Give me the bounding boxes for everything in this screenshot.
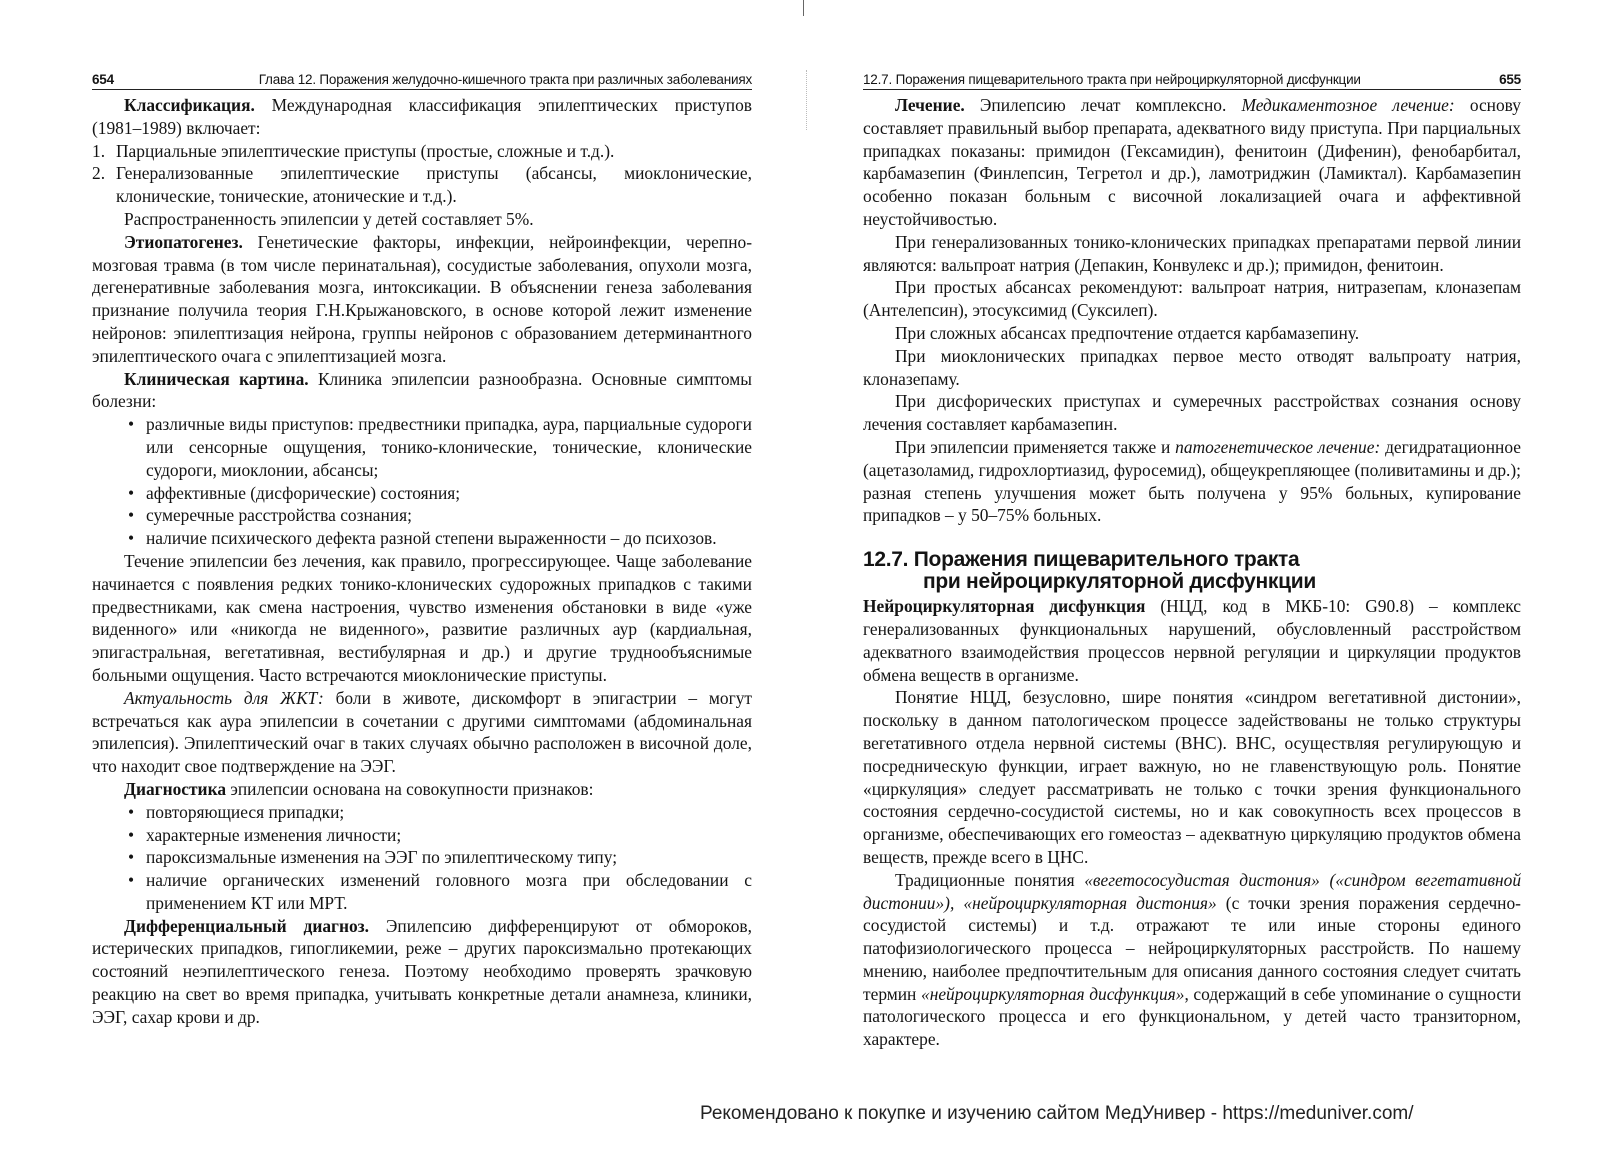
list-item-number: 2. xyxy=(92,163,106,184)
ncd-heading: Нейроциркуляторная дисфункция xyxy=(863,596,1146,617)
simple-absence-paragraph: При простых абсансах рекомендуют: вальпроат натрия, нитразепам, клоназепам (Антелепсин), этосуксимид (Суксилеп). xyxy=(863,277,1521,321)
list-item xyxy=(92,162,752,208)
traditional-italic: «вегетососудистая дистония» («синдром вегетативной дистонии»), «нейроциркуляторная дистония» xyxy=(863,869,1522,913)
traditional-text: Традиционные понятия xyxy=(895,869,1085,890)
traditional-italic: «нейроциркуляторная дисфункция» xyxy=(921,983,1185,1004)
diagnostics-list xyxy=(92,801,752,915)
section-heading xyxy=(863,549,1521,593)
list-item: • наличие органических изменений головного мозга при обследовании с применением КТ или МРТ. xyxy=(92,869,752,915)
classification-text: Международная классификация эпилептических приступов (1981–1989) включает: xyxy=(92,95,752,138)
treatment-italic: Медикаментозное лечение: xyxy=(1241,95,1455,115)
pathogenetic-text: дегидратационное (ацетазоламид, гидрохлортиазид, фуросемид), общеукрепляющее (поливитамины и др.); разная степень улучшения может быть получена у 95% больных, купирование припадков – у 50–75% больных. xyxy=(863,436,1521,526)
left-page xyxy=(92,72,752,1029)
traditional-text: , содержащий в себе упоминание о сущности патологического процесса и его функциональном, у детей часто транзиторном, характере. xyxy=(863,983,1522,1050)
clinical-text: Клиника эпилепсии разнообразна. Основные симптомы болезни: xyxy=(92,368,752,412)
list-item: • сумеречные расстройства сознания; xyxy=(92,504,752,527)
symptoms-list xyxy=(92,413,752,550)
classification-heading: Классификация. xyxy=(124,95,255,115)
clinical-paragraph xyxy=(92,368,752,414)
footer-recommendation: Рекомендовано к покупке и изучению сайтом МедУнивер - https://meduniver.com/ xyxy=(700,1103,1414,1124)
list-item: • пароксизмальные изменения на ЭЭГ по эпилептическому типу; xyxy=(92,846,752,869)
list-item: • повторяющиеся припадки; xyxy=(92,801,752,824)
differential-heading: Дифференциальный диагноз. xyxy=(124,915,370,936)
right-page xyxy=(863,72,1521,1051)
concept-paragraph: Понятие НЦД, безусловно, шире понятия «синдром вегетативной дистонии», поскольку в данном патологическом процессе задействованы не только структуры вегетативного отдела нервной системы (ВНС). ВНС, осуществляя регулирующую и посредническую функции, играет важную, но не главенствующую роль. Понятие «циркуляция» следует рассматривать не только с точки зрения функционального состояния сердечно-сосудистой системы, но и как совокупность всех процессов в организме, обеспечивающих его гомеостаз – адекватную циркуляцию продуктов обмена веществ, прежде всего в ЦНС. xyxy=(863,687,1521,867)
ncd-text: (НЦД, код в МКБ-10: G90.8) – комплекс генерализованных функциональных нарушений, обусловленный расстройством адекватного взаимодействия процессов нервной регуляции и циркуляции продуктов обмена веществ в организме. xyxy=(863,596,1521,685)
pathogenetic-text: При эпилепсии применяется также и xyxy=(895,436,1176,457)
course-paragraph: Течение эпилепсии без лечения, как правило, прогрессирующее. Чаще заболевание начинается с появления редких тонико-клонических судорожных припадков с такими предвестниками, как смена настроения, чувство изменения обстановки в виде «уже виденного» или «никогда не виденного», развитие различных аур (кардиальная, эпигастральная, вегетативная, вестибулярная и др.) и другие труднообъяснимые больными ощущения. Часто встречаются миоклонические приступы. xyxy=(92,550,752,685)
right-running-title: 12.7. Поражения пищеварительного тракта при нейроциркуляторной дисфункции xyxy=(863,72,1361,87)
relevance-heading: Актуальность для ЖКТ: xyxy=(124,687,324,708)
dysphoric-paragraph: При дисфорических приступах и сумеречных расстройствах сознания основу лечения составляет карбамазепин. xyxy=(863,391,1521,435)
complex-absence-paragraph: При сложных абсансах предпочтение отдается карбамазепину. xyxy=(895,322,1360,343)
diagnostics-heading: Диагностика xyxy=(124,778,227,799)
treatment-text: основу составляет правильный выбор препарата, адекватного виду приступа. При парциальных припадках показаны: примидон (Гексамидин), фенитоин (Дифенин), фенобарбитал, карбамазепин (Финлепсин, Тегретол и др.), ламотриджин (Ламиктал). Карбамазепин особенно показан больным с височной локализацией очага и аффективной неустойчивостью. xyxy=(863,95,1521,229)
relevance-paragraph xyxy=(92,687,752,778)
ncd-paragraph xyxy=(863,595,1521,686)
right-page-number: 655 xyxy=(1499,72,1521,87)
etiopathogenesis-heading: Этиопатогенез. xyxy=(124,231,243,252)
traditional-text: (с точки зрения поражения сердечно-сосудистой системы) и т.д. отражают те или иные стороны единого патофизиологического процесса – нейроциркуляторных расстройств. По нашему мнению, наиболее предпочтительным для описания данного состояния следует считать термин xyxy=(863,892,1521,1004)
generalized-paragraph: При генерализованных тонико-клонических припадках препаратами первой линии являются: вальпроат натрия (Депакин, Конвулекс и др.); примидон, фенитоин. xyxy=(863,231,1521,275)
relevance-text: боли в животе, дискомфорт в эпигастрии – могут встречаться как аура эпилепсии в сочетании с другими симптомами (абдоминальная эпилепсия). Эпилептический очаг в таких случаях обычно расположен в височной доле, что находит свое подтверждение на ЭЭГ. xyxy=(92,687,752,777)
clinical-heading: Клиническая картина. xyxy=(124,368,309,389)
gutter-dots xyxy=(806,70,807,130)
classification-list xyxy=(92,140,752,208)
pathogenetic-italic: патогенетическое лечение: xyxy=(1175,436,1381,457)
section-heading-line: при нейроциркуляторной дисфункции xyxy=(923,570,1316,594)
left-page-number: 654 xyxy=(92,72,114,87)
left-running-title: Глава 12. Поражения желудочно-кишечного тракта при различных заболеваниях xyxy=(258,72,752,87)
list-item-number: 1. xyxy=(92,140,106,161)
right-body-text xyxy=(863,94,1521,1051)
diagnostics-paragraph xyxy=(92,778,752,801)
right-running-head xyxy=(863,72,1521,90)
differential-text: Эпилепсию дифференцируют от обмороков, истерических припадков, гипогликемии, реже – других пароксизмально протекающих состояний неэпилептического генеза. Поэтому необходимо проверять зрачковую реакцию на свет во время припадка, учитывать конкретные детали анамнеза, клиники, ЭЭГ, сахар крови и др. xyxy=(92,915,752,1027)
etiopathogenesis-paragraph xyxy=(92,231,752,368)
list-item: • различные виды приступов: предвестники припадка, аура, парциальные судороги или сенсорные ощущения, тонико-клонические, тонические, клонические судороги, миоклонии, абсансы; xyxy=(92,413,752,481)
treatment-paragraph xyxy=(863,94,1521,231)
left-body-text xyxy=(92,94,752,1029)
list-item-text: Парциальные эпилептические приступы (простые, сложные и т.д.). xyxy=(116,140,615,161)
list-item: • наличие психического дефекта разной степени выраженности – до психозов. xyxy=(92,527,752,550)
diagnostics-text: эпилепсии основана на совокупности признаков: xyxy=(226,778,594,799)
treatment-text: Эпилепсию лечат комплексно. xyxy=(964,95,1242,115)
list-item-text: Генерализованные эпилептические приступы (абсансы, миоклонические, клонические, тонические, атонические и т.д.). xyxy=(116,163,752,207)
prevalence-paragraph: Распространенность эпилепсии у детей составляет 5%. xyxy=(124,208,534,229)
left-running-head xyxy=(92,72,752,90)
differential-paragraph xyxy=(92,915,752,1029)
classification-paragraph xyxy=(92,94,752,140)
pathogenetic-paragraph xyxy=(863,436,1521,527)
treatment-heading: Лечение. xyxy=(895,95,965,115)
section-heading-line: 12.7. Поражения пищеварительного тракта xyxy=(863,548,1300,572)
list-item: • аффективные (дисфорические) состояния; xyxy=(92,482,752,505)
list-item xyxy=(92,140,752,163)
myoclonic-paragraph: При миоклонических припадках первое место отводят вальпроату натрия, клоназепаму. xyxy=(863,345,1521,389)
list-item: • характерные изменения личности; xyxy=(92,824,752,847)
etiopathogenesis-text: Генетические факторы, инфекции, нейроинфекции, черепно-мозговая травма (в том числе перинатальная), сосудистые заболевания, опухоли мозга, дегенеративные заболевания мозга, интоксикации. В объяснении генеза заболевания признание получила теория Г.Н.Крыжановского, в основе которой лежит изменение нейронов: эпилептизация нейрона, группы нейронов с образованием детерминантного эпилептического очага с эпилептизацией мозга. xyxy=(92,231,752,366)
traditional-paragraph xyxy=(863,869,1521,1051)
spread-top-mark xyxy=(803,0,804,16)
